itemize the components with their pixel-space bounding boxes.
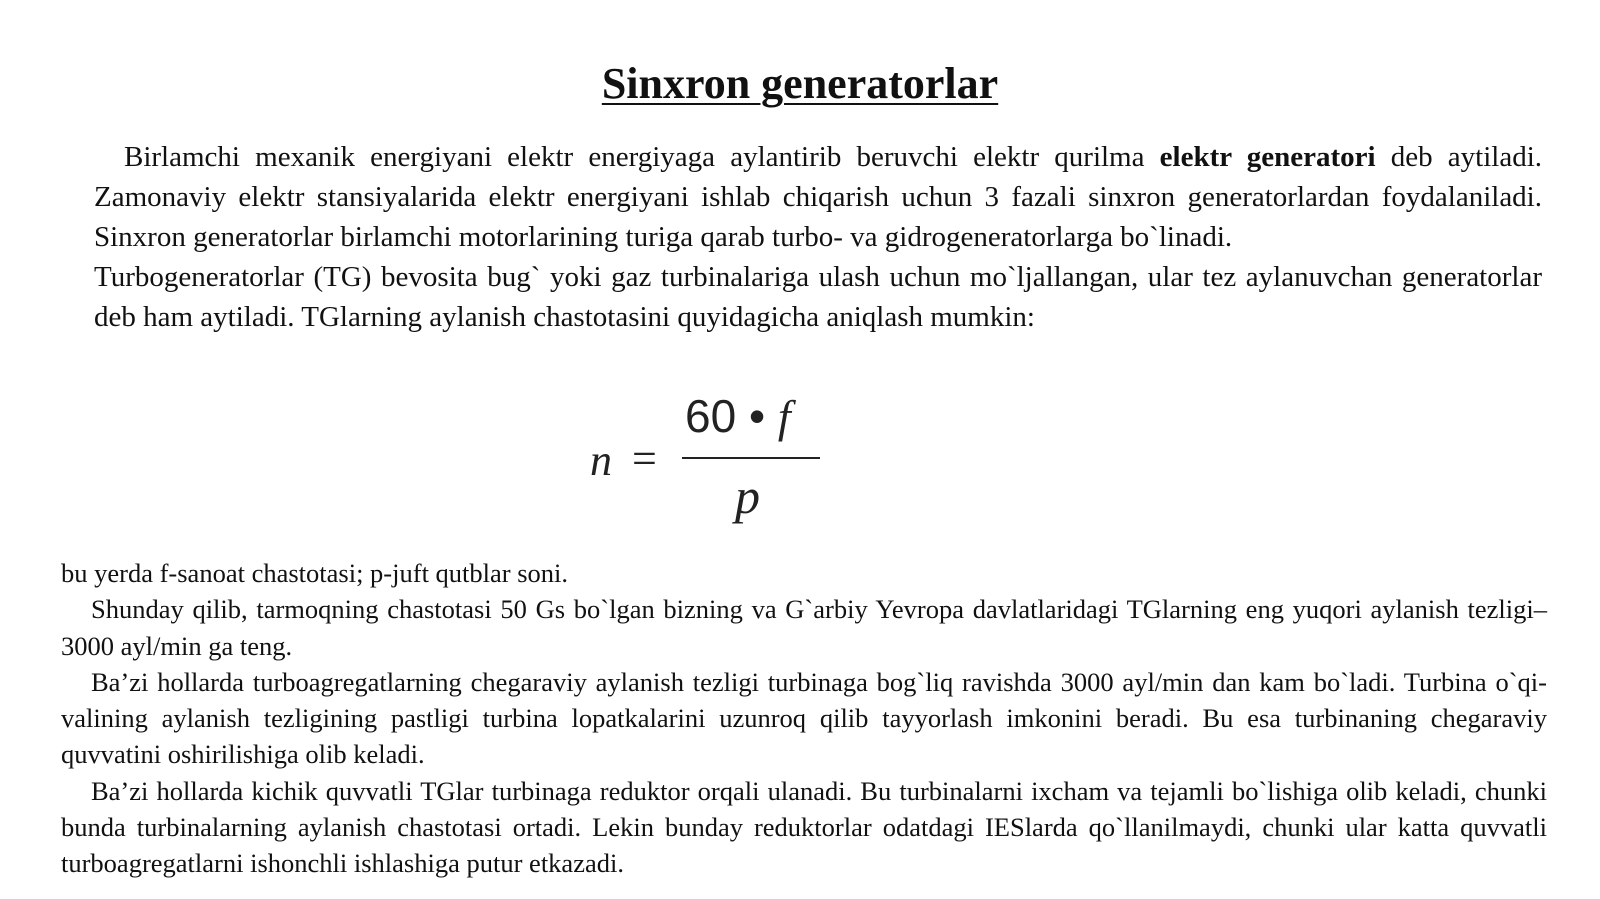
paragraph-reducer: Ba’zi hollarda kichik quvvatli TGlar turbinaga reduktor orqali ulanadi. Bu turbinalarni ixcham va tejamli bo`lishiga olib keladi, chunki bunda turbinalarning aylanish chastotasi ortadi. Lekin bunday reduktorlar odatdagi IESlarda qo`llanilmaydi, chunki ular katta quvvatli turboagregatlarni ishonchli ishlashiga putur etkazadi. <box>61 775 1547 879</box>
formula-num-var: f <box>777 391 791 442</box>
formula-num-const: 60 <box>685 390 737 442</box>
upper-text-block <box>94 137 1542 337</box>
intro-text-1: Birlamchi mexanik energiyani elektr energiyaga aylantirib beruvchi elektr qurilma <box>124 141 1160 173</box>
paragraph-max-speed: Shunday qilib, tarmoqning chastotasi 50 Gs bo`lgan bizning va G`arbiy Yevropa davlatlaridagi TGlarning eng yuqori aylanish tezligi–3000 ayl/min ga teng. <box>61 594 1547 661</box>
formula-numerator <box>685 389 791 443</box>
paragraph-limit-speed: Ba’zi hollarda turboagregatlarning chegaraviy aylanish tezligi turbinaga bog`liq ravishda 3000 ayl/min dan kam bo`ladi. Turbina o`qi-valining aylanish tezligining pastligi turbina lopatkalarini uzunroq qilib tayyorlash imkonini beradi. Bu esa turbinaning chegaraviy quvvatini oshirilishiga olib keladi. <box>61 666 1547 770</box>
intro-paragraph <box>94 137 1542 257</box>
speed-formula <box>590 390 830 535</box>
formula-lhs: n <box>590 436 612 485</box>
formula-dot: • <box>748 390 766 442</box>
intro-text-2: deb aytiladi. Zamonaviy elektr stansiyalarida elektr energiyani ishlab chiqarish uchun 3 fazali sinxron generatorlardan foydalaniladi. Sinxron generatorlar birlamchi motorlarining turiga qarab turbo- va gidrogeneratorlarga bo`linadi. <box>94 141 1543 253</box>
formula-fraction-bar <box>682 457 820 459</box>
turbo-paragraph: Turbogeneratorlar (TG) bevosita bug` yoki gaz turbinalariga ulash uchun mo`ljallangan, ular tez aylanuvchan generatorlar deb ham aytiladi. TGlarning aylanish chastotasini quyidagicha aniqlash mumkin: <box>94 261 1542 333</box>
definition-paragraph: bu yerda f-sanoat chastotasi; p-juft qutblar soni. <box>61 558 569 588</box>
lower-text-block <box>61 555 1547 882</box>
intro-bold-term: elektr generatori <box>1159 141 1376 173</box>
page-title: Sinxron generatorlar <box>601 59 999 108</box>
formula-denominator: p <box>735 468 760 524</box>
formula-equals: = <box>632 434 657 483</box>
